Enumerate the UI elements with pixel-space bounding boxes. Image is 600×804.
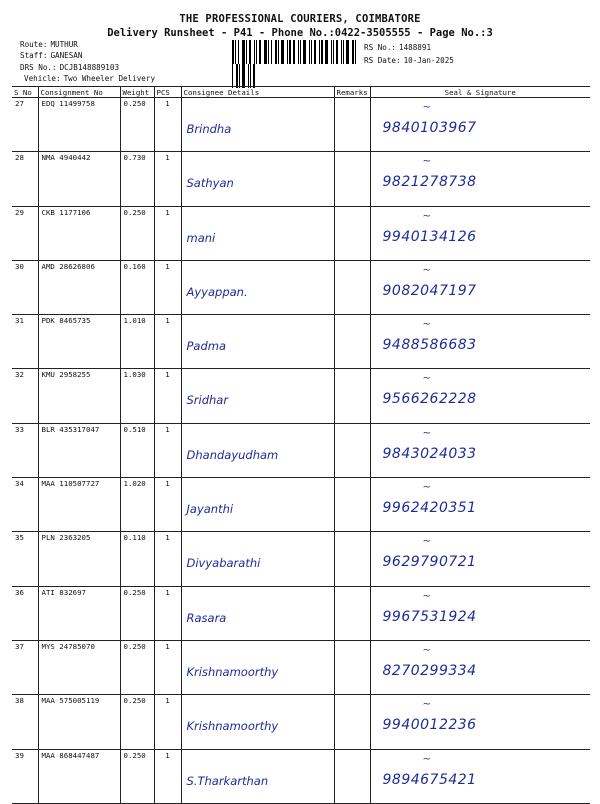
row-remarks [334,206,370,260]
table-row [12,749,590,803]
handwritten-name: Dhandayudham [186,447,279,462]
row-sno: 32 [12,369,38,423]
row-pcs: 1 [154,423,181,477]
row-weight: 1.020 [120,478,154,532]
row-sno: 36 [12,586,38,640]
handwritten-signature: ~ [422,644,431,656]
row-weight: 0.250 [120,206,154,260]
table-row [12,98,590,152]
row-weight: 1.010 [120,315,154,369]
handwritten-name: Padma [186,339,227,354]
row-weight: 0.160 [120,260,154,314]
barcode-bar [238,40,239,64]
row-remarks [334,586,370,640]
barcode-bar [343,40,344,64]
row-remarks [334,749,370,803]
row-consignee-details [181,260,334,314]
barcode-bar [242,40,245,64]
handwritten-name: Sridhar [186,393,229,408]
handwritten-name: Jayanthi [186,502,234,517]
table-row [12,206,590,260]
row-sno: 28 [12,152,38,206]
row-weight: 1.030 [120,369,154,423]
row-pcs: 1 [154,749,181,803]
row-consignee-details [181,532,334,586]
barcode-bar [287,40,288,64]
barcode-bar [333,40,334,64]
handwritten-name: S.Tharkarthan [186,773,269,788]
handwritten-phone: 9940134126 [382,228,477,245]
handwritten-signature: ~ [422,699,431,711]
row-sno: 35 [12,532,38,586]
barcode-bar [311,40,312,64]
runsheet-table [12,86,590,804]
table-row [12,369,590,423]
handwritten-phone: 9082047197 [382,282,477,299]
row-seal-signature [370,695,590,749]
barcode-bar [236,64,238,88]
vehicle-line [24,74,155,84]
row-consignee-details [181,315,334,369]
row-seal-signature [370,315,590,369]
row-weight: 0.250 [120,749,154,803]
row-pcs: 1 [154,640,181,694]
row-consignment: PLN 2363205 [38,532,120,586]
barcode-bar [289,40,291,64]
barcode-bar [309,40,310,64]
row-pcs: 1 [154,532,181,586]
barcode-bar [321,40,323,64]
vehicle-value: Two Wheeler Delivery [63,74,156,83]
staff-label: Staff: [20,51,48,60]
row-consignee-details [181,586,334,640]
row-sno: 39 [12,749,38,803]
col-remarks: Remarks [334,87,370,98]
handwritten-phone: 9967531924 [382,608,477,625]
barcode-image [232,40,358,64]
barcode-bar [352,40,354,64]
handwritten-signature: ~ [422,210,431,222]
handwritten-name: mani [186,230,216,245]
row-pcs: 1 [154,260,181,314]
row-consignee-details [181,152,334,206]
row-pcs: 1 [154,369,181,423]
handwritten-phone: 9821278738 [382,174,477,191]
handwritten-phone: 9488586683 [382,337,477,354]
row-sno: 31 [12,315,38,369]
row-seal-signature [370,369,590,423]
barcode-bar [242,64,245,88]
barcode-bar [281,40,284,64]
table-row [12,478,590,532]
row-consignee-details [181,369,334,423]
handwritten-name: Divyabarathi [186,556,261,571]
col-sno: S No [12,87,38,98]
barcode-bar [341,40,342,64]
col-consignee: Consignee Details [181,87,334,98]
rs-no-label: RS No.: [364,43,397,52]
barcode-bar [254,40,255,64]
barcode-bar [293,40,295,64]
barcode-bar [278,40,279,64]
row-weight: 0.250 [120,640,154,694]
drs-value: DCJB148889103 [59,63,120,72]
handwritten-phone: 9629790721 [382,554,477,571]
row-remarks [334,98,370,152]
barcode-bar [264,40,267,64]
handwritten-signature: ~ [422,427,431,439]
handwritten-name: Sathyan [186,176,234,191]
table-row [12,315,590,369]
row-seal-signature [370,478,590,532]
handwritten-name: Brindha [186,122,232,136]
handwritten-signature: ~ [422,536,431,548]
runsheet-title: Delivery Runsheet - P41 - Phone No.:0422-3505555 - Page No.:3 [107,27,493,39]
barcode-bar [275,40,277,64]
handwritten-phone: 8270299334 [382,662,477,679]
row-consignment: CKB 1177106 [38,206,120,260]
handwritten-phone: 9840103967 [382,120,477,136]
row-weight: 0.250 [120,98,154,152]
barcode-bar [253,64,255,88]
handwritten-signature: ~ [422,264,431,276]
row-consignment: BLR 435317047 [38,423,120,477]
staff-line [20,51,82,61]
barcode-bar [325,40,328,64]
row-remarks [334,532,370,586]
drs-line [20,63,119,73]
barcode-bar [319,40,320,64]
row-seal-signature [370,532,590,586]
handwritten-signature: ~ [422,482,431,494]
barcode-bar [232,40,234,64]
company-name: THE PROFESSIONAL COURIERS, COIMBATORE [179,13,421,25]
col-consignment: Consignment No [38,87,120,98]
handwritten-signature: ~ [422,156,431,168]
route-label: Route: [20,40,48,49]
table-row [12,260,590,314]
row-consignee-details [181,695,334,749]
row-consignment: EDQ 11499758 [38,98,120,152]
barcode-bar [250,64,251,88]
col-pcs: PCS [154,87,181,98]
handwritten-phone: 9843024033 [382,445,477,462]
row-pcs: 1 [154,478,181,532]
handwritten-phone: 9566262228 [382,391,477,408]
table-row [12,532,590,586]
rs-no-line [364,43,431,53]
handwritten-name: Ayyappan. [186,284,248,299]
col-seal-signature: Seal & Signature [370,87,590,98]
route-line [20,40,78,50]
row-sno: 38 [12,695,38,749]
row-consignment: PDK 8465735 [38,315,120,369]
handwritten-signature: ~ [422,753,431,765]
rs-date-line [364,56,454,66]
barcode-bar [235,40,236,64]
row-remarks [334,478,370,532]
row-seal-signature [370,206,590,260]
row-consignee-details [181,423,334,477]
row-remarks [334,260,370,314]
row-remarks [334,369,370,423]
row-consignment: NMA 4940442 [38,152,120,206]
handwritten-signature: ~ [422,590,431,602]
row-consignee-details [181,98,334,152]
row-sno: 27 [12,98,38,152]
staff-value: GANESAN [50,51,83,60]
col-weight: Weight [120,87,154,98]
handwritten-phone: 9962420351 [382,500,477,517]
row-consignment: MYS 24785070 [38,640,120,694]
row-weight: 0.730 [120,152,154,206]
rs-date-label: RS Date: [364,56,401,65]
row-pcs: 1 [154,586,181,640]
row-pcs: 1 [154,315,181,369]
handwritten-phone: 9940012236 [382,717,477,734]
row-sno: 34 [12,478,38,532]
row-seal-signature [370,749,590,803]
handwritten-name: Rasara [186,610,227,625]
table-row [12,695,590,749]
row-weight: 0.250 [120,586,154,640]
row-sno: 37 [12,640,38,694]
rs-no-value: 1488891 [399,43,432,52]
barcode-bar [298,40,299,64]
barcode-bar [336,40,338,64]
row-pcs: 1 [154,152,181,206]
row-consignment: MAA 110507727 [38,478,120,532]
row-weight: 0.510 [120,423,154,477]
row-remarks [334,423,370,477]
row-consignee-details [181,206,334,260]
table-row [12,640,590,694]
row-consignment: MAA 868447487 [38,749,120,803]
route-value: MUTHUR [50,40,78,49]
row-remarks [334,695,370,749]
barcode-bar [246,40,247,64]
vehicle-label: Vehicle: [24,74,61,83]
row-sno: 30 [12,260,38,314]
table-row [12,152,590,206]
handwritten-phone: 9894675421 [382,771,477,788]
handwritten-signature: ~ [422,319,431,331]
barcode-bar [239,64,240,88]
barcode-bar [232,64,233,88]
barcode-bar [300,40,301,64]
barcode-bar [271,40,272,64]
row-consignee-details [181,640,334,694]
barcode-bar [249,40,251,64]
row-remarks [334,640,370,694]
barcode-bar [346,40,349,64]
row-remarks [334,315,370,369]
table-header-row [12,87,590,98]
row-seal-signature [370,586,590,640]
row-consignee-details [181,749,334,803]
barcode-bar [331,40,332,64]
row-pcs: 1 [154,695,181,749]
row-weight: 0.110 [120,532,154,586]
handwritten-signature: ~ [422,373,431,385]
handwritten-signature: ~ [422,102,431,113]
barcode-bar [248,64,249,88]
row-consignee-details [181,478,334,532]
handwritten-name: Krishnamoorthy [186,664,279,679]
row-consignment: MAA 575005119 [38,695,120,749]
row-consignment: ATI 832697 [38,586,120,640]
row-seal-signature [370,260,590,314]
row-seal-signature [370,98,590,152]
barcode-bar [355,40,356,64]
row-consignment: KMU 2958255 [38,369,120,423]
row-consignment: AMD 28626806 [38,260,120,314]
row-weight: 0.250 [120,695,154,749]
row-sno: 33 [12,423,38,477]
row-pcs: 1 [154,98,181,152]
table-row [12,586,590,640]
barcode-bar [259,40,261,64]
handwritten-name: Krishnamoorthy [186,719,279,734]
barcode-bar [256,40,257,64]
row-seal-signature [370,152,590,206]
barcode-bar [268,40,269,64]
row-seal-signature [370,640,590,694]
row-sno: 29 [12,206,38,260]
row-seal-signature [370,423,590,477]
row-pcs: 1 [154,206,181,260]
drs-label: DRS No.: [20,63,57,72]
barcode-bar [314,40,316,64]
table-row [12,423,590,477]
rs-date-value: 10-Jan-2025 [403,56,454,65]
barcode-bar [303,40,306,64]
row-remarks [334,152,370,206]
